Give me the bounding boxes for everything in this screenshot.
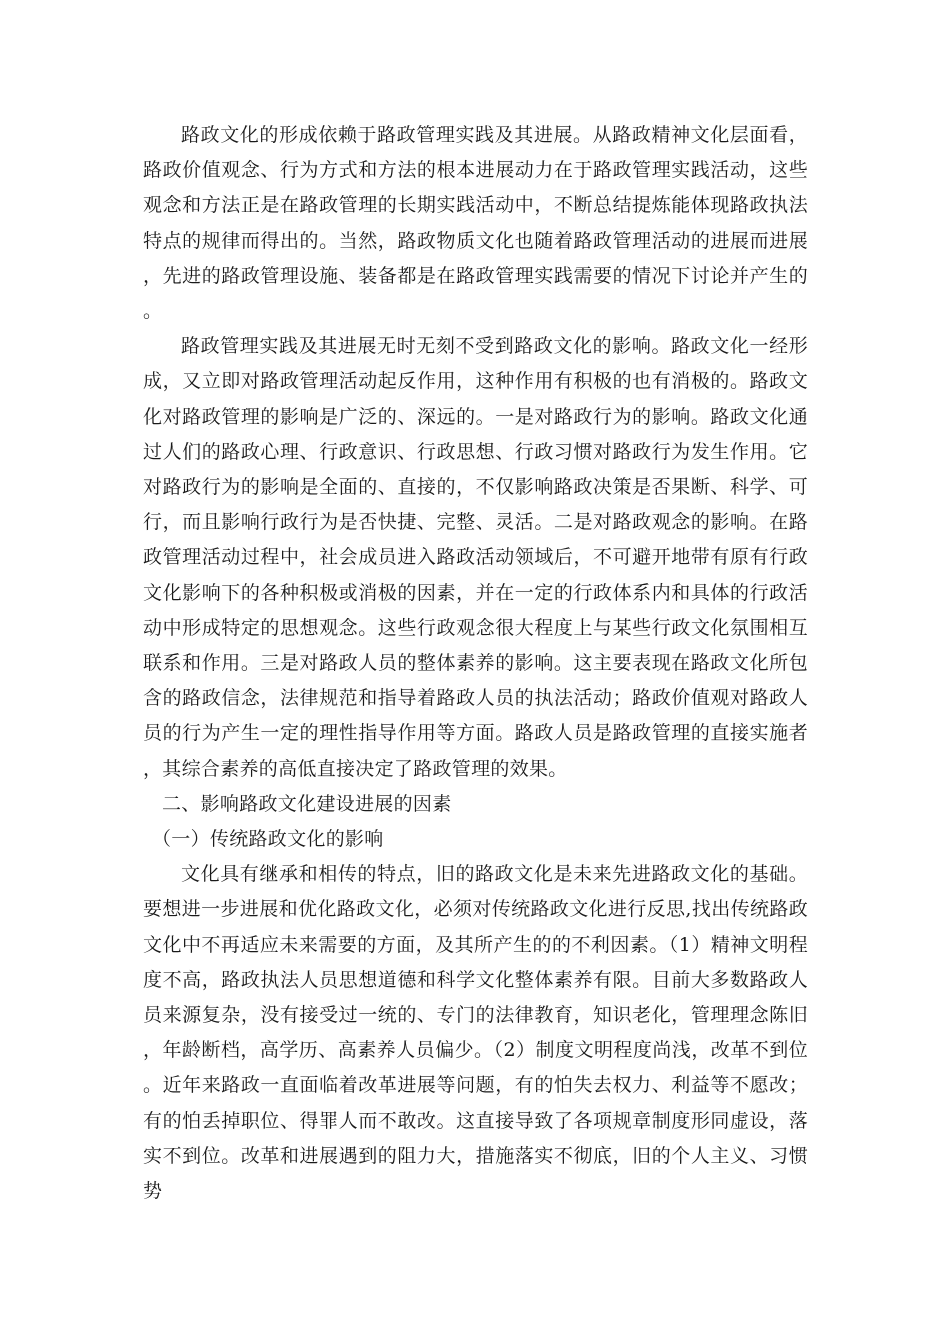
- paragraph-2: 路政管理实践及其进展无时无刻不受到路政文化的影响。路政文化一经形成，又立即对路政管理活动起反作用，这种作用有积极的也有消极的。路政文化对路政管理的影响是广泛的、深远的。一是对路政行为的影响。路政文化通过人们的路政心理、行政意识、行政思想、行政习惯对路政行为发生作用。它对路政行为的影响是全面的、直接的，不仅影响路政决策是否果断、科学、可行，而且影响行政行为是否快捷、完整、灵活。二是对路政观念的影响。在路政管理活动过程中，社会成员进入路政活动领域后，不可避开地带有原有行政文化影响下的各种积极或消极的因素，并在一定的行政体系内和具体的行政活动中形成特定的思想观念。这些行政观念很大程度上与某些行政文化氛围相互联系和作用。三是对路政人员的整体素养的影响。这主要表现在路政文化所包含的路政信念，法律规范和指导着路政人员的执法活动；路政价值观对路政人员的行为产生一定的理性指导作用等方面。路政人员是路政管理的直接实施者，其综合素养的高低直接决定了路政管理的效果。: [143, 335, 808, 780]
- section-heading: 二、影响路政文化建设进展的因素: [162, 792, 452, 815]
- paragraph-3: 文化具有继承和相传的特点，旧的路政文化是未来先进路政文化的基础。要想进一步进展和优化路政文化，必须对传统路政文化进行反思,找出传统路政文化中不再适应未来需要的方面，及其所产生的的不利因素。（1）精神文明程度不高，路政执法人员思想道德和科学文化整体素养有限。目前大多数路政人员来源复杂，没有接受过一统的、专门的法律教育，知识老化，管理理念陈旧，年龄断档，高学历、高素养人员偏少。（2）制度文明程度尚浅，改革不到位。近年来路政一直面临着改革进展等问题，有的怕失去权力、利益等不愿改；有的怕丢掉职位、得罪人而不敢改。这直接导致了各项规章制度形同虚设，落实不到位。改革和进展遇到的阻力大，措施落实不彻底，旧的个人主义、习惯势: [143, 863, 808, 1203]
- paragraph-1: 路政文化的形成依赖于路政管理实践及其进展。从路政精神文化层面看，路政价值观念、行为方式和方法的根本进展动力在于路政管理实践活动，这些观念和方法正是在路政管理的长期实践活动中，不断总结提炼能体现路政执法特点的规律而得出的。当然，路政物质文化也随着路政管理活动的进展而进展，先进的路政管理设施、装备都是在路政管理实践需要的情况下讨论并产生的。: [143, 124, 808, 323]
- subsection-heading: （一）传统路政文化的影响: [152, 828, 384, 851]
- document-body: [143, 118, 808, 1209]
